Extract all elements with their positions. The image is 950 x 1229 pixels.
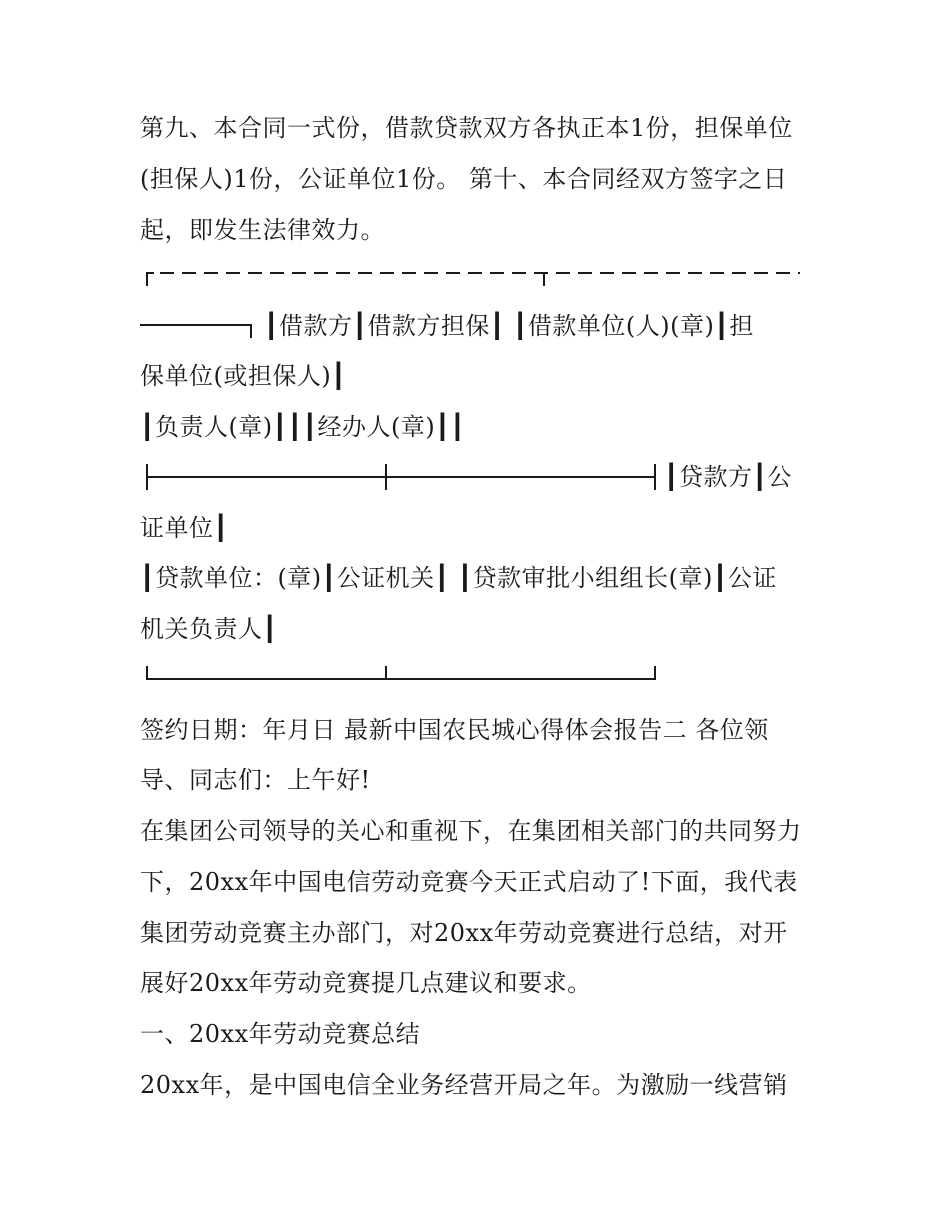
text-line: 集团劳动竞赛主办部门，对20xx年劳动竞赛进行总结，对开 <box>140 919 788 947</box>
text-line: 证单位┃ <box>140 514 229 542</box>
text-line: (担保人)1份，公证单位1份。 第十、本合同经双方签字之日 <box>140 165 788 193</box>
text-line: 展好20xx年劳动竞赛提几点建议和要求。 <box>140 969 592 997</box>
text-line: 下，20xx年中国电信劳动竞赛今天正式启动了!下面，我代表 <box>140 868 798 896</box>
text-line: 机关负责人┃ <box>140 615 278 643</box>
text-line: 导、同志们：上午好! <box>140 766 371 794</box>
text-line: ┃贷款方┃公 <box>664 463 792 491</box>
text-line: 保单位(或担保人)┃ <box>140 362 347 390</box>
text-line: 起，即发生法律效力。 <box>140 216 385 244</box>
text-line: ┃借款方┃借款方担保┃ ┃借款单位(人)(章)┃担 <box>264 312 754 340</box>
text-line: ┃贷款单位：(章)┃公证机关┃ ┃贷款审批小组组长(章)┃公证 <box>140 564 777 592</box>
text-line: ┃负责人(章)┃┃┃经办人(章)┃┃ <box>140 413 466 441</box>
text-line: 第九、本合同一式份，借款贷款双方各执正本1份，担保单位 <box>140 114 793 142</box>
text-line: 20xx年，是中国电信全业务经营开局之年。为激励一线营销 <box>140 1071 788 1099</box>
section-heading: 一、20xx年劳动竞赛总结 <box>140 1020 421 1048</box>
text-line: 在集团公司领导的关心和重视下，在集团相关部门的共同努力 <box>140 817 802 845</box>
text-line: 签约日期：年月日 最新中国农民城心得体会报告二 各位领 <box>140 716 769 744</box>
